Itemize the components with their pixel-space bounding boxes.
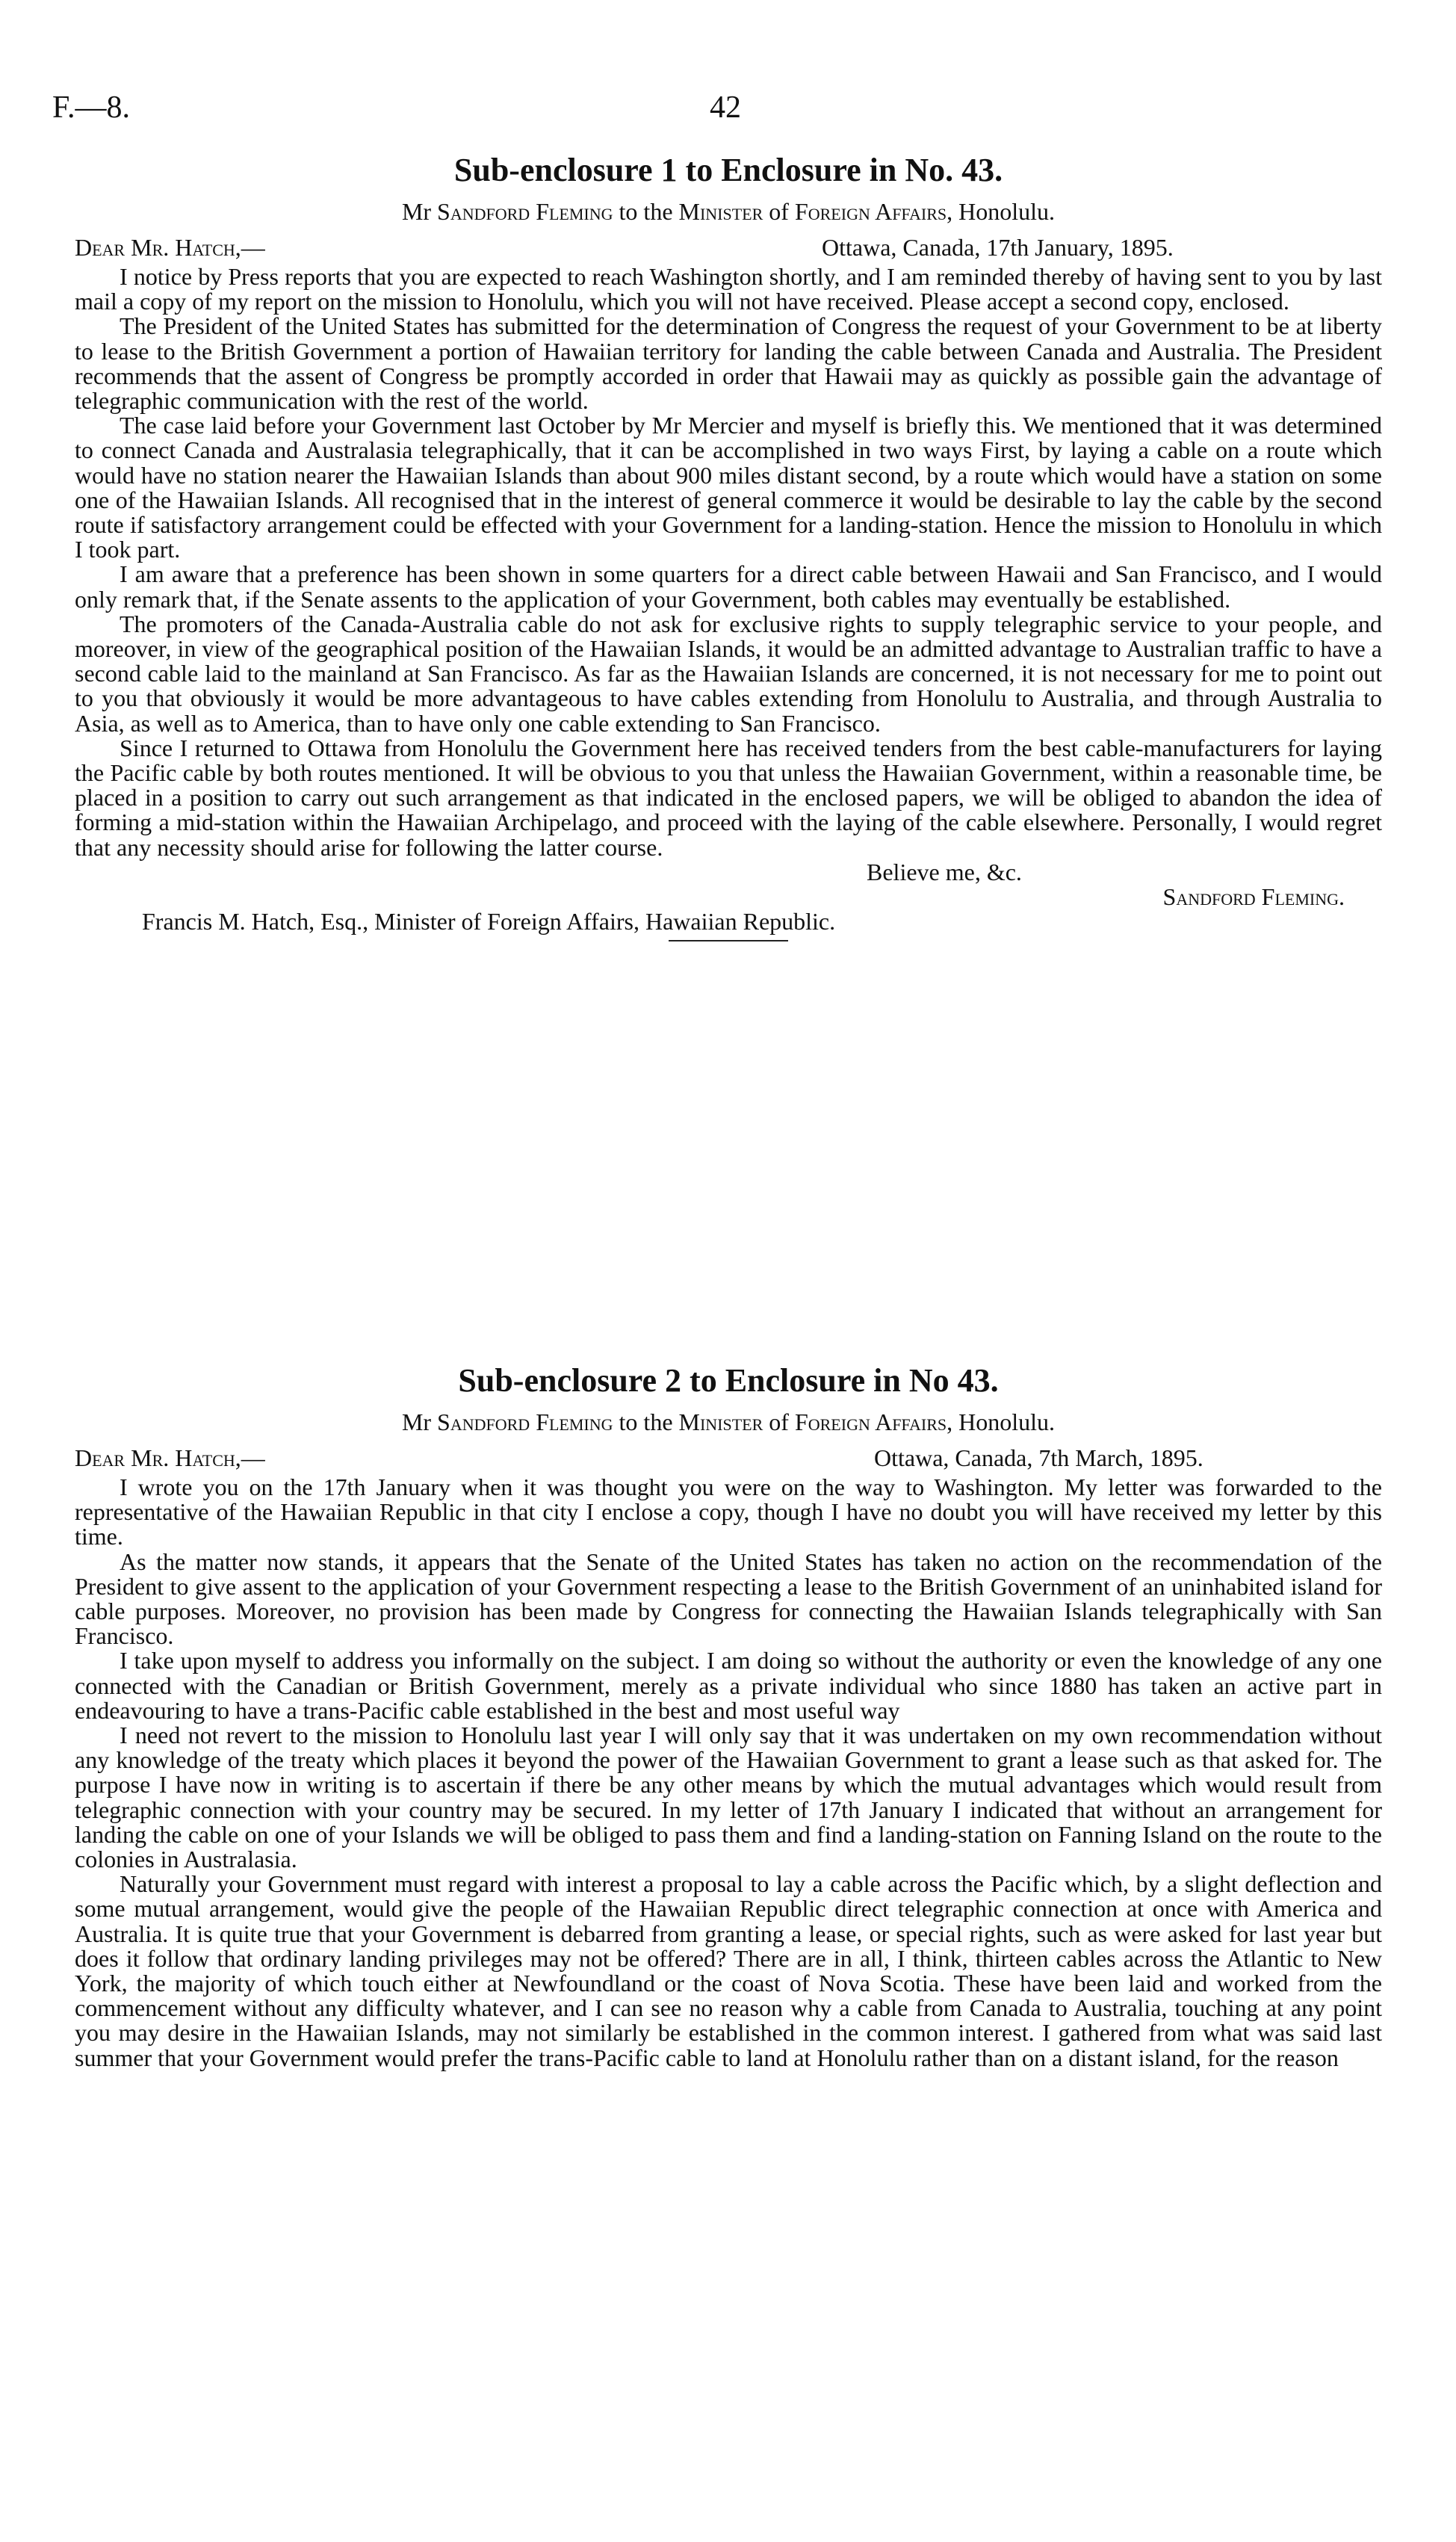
salutation: Dear Mr. Hatch,— [75, 234, 265, 261]
sub-enclosure-1-title: Sub-enclosure 1 to Enclosure in No. 43. [453, 152, 1003, 188]
signature: Sandford Fleming. [1162, 883, 1345, 911]
sub-enclosure-2-subtitle [75, 1406, 1382, 1438]
subtitle-of: of [769, 1408, 789, 1435]
paragraph: The case laid before your Government last October by Mr Mercier and myself is briefly this. We mentioned that it was determined to connect Canada and Australasia telegraphically, that it can be accomplished in two ways First, by laying a cable on a route which would have no station nearer the Hawaiian Islands than about 900 miles distant second, by a route which would have a station on some one of the Hawaiian Islands. All recognised that in the interest of general commerce it would be desirable to lay the cable by the second route if satisfactory arrangement could be effected with your Government for a landing-station. Hence the mission to Honolulu in which I took part. [75, 412, 1382, 563]
paragraph: The President of the United States has submitted for the determination of Congress the request of your Government to be at liberty to lease to the British Government a portion of Hawaiian territory for landing the cable between Canada and Australia. The President recommends that the assent of Congress be promptly accorded in order that Hawaii may as quickly as possible gain the advantage of telegraphic communication with the rest of the world. [75, 312, 1382, 415]
subtitle-minister: Minister [678, 1408, 763, 1435]
document-reference: F.—8. [52, 90, 130, 125]
subtitle-to: to the [619, 198, 673, 225]
subtitle-mr: Mr [401, 1408, 432, 1435]
subtitle-place: , Honolulu. [947, 1408, 1056, 1435]
letter-date: Ottawa, Canada, 17th January, 1895. [822, 234, 1174, 261]
subtitle-sender: Sandford Fleming [437, 1408, 613, 1435]
page-header [52, 90, 1404, 134]
subtitle-sender: Sandford Fleming [437, 198, 613, 225]
sub-enclosure-2 [75, 1360, 1382, 2071]
page-number: 42 [710, 90, 741, 125]
subtitle-to: to the [619, 1408, 673, 1435]
paragraph: I take upon myself to address you informally on the subject. I am doing so without the authority or even the knowledge of any one connected with the Canadian or British Government, merely as a private individual who since 1880 has taken an active part in endeavouring to have a trans-Pacific cable established in the best and most useful way [75, 1647, 1382, 1724]
closing: Believe me, &c. [867, 858, 1022, 885]
subtitle-place: , Honolulu. [947, 198, 1056, 225]
salutation: Dear Mr. Hatch,— [75, 1444, 265, 1471]
paragraph: I wrote you on the 17th January when it was thought you were on the way to Washington. My letter was forwarded to the representative of the Hawaiian Republic in that city I enclose a copy, though I have no doubt you will have received my letter by this time. [75, 1473, 1382, 1550]
salutation-row [75, 1441, 1382, 1475]
subtitle-foreign-affairs: Foreign Affairs [794, 1408, 947, 1435]
paragraph: Since I returned to Ottawa from Honolulu the Government here has received tenders from the best cable-manufacturers for laying the Pacific cable by both routes mentioned. It will be obvious to you that unless the Hawaiian Government, within a reasonable time, be placed in a position to carry out such arrangement as that indicated in the enclosed papers, we will be obliged to abandon the idea of forming a mid-station within the Hawaiian Archipelago, and proceed with the laying of the cable elsewhere. Personally, I would regret that any necessity should arise for following the latter course. [75, 734, 1382, 861]
paragraph: As the matter now stands, it appears that the Senate of the United States has taken no action on the recommendation of the President to give assent to the application of your Government respecting a lease to the British Government of an uninhabited island for cable purposes. Moreover, no provision has been made by Congress for connecting the Hawaiian Islands telegraphically with San Francisco. [75, 1547, 1382, 1650]
subtitle-foreign-affairs: Foreign Affairs [794, 198, 947, 225]
letter-date: Ottawa, Canada, 7th March, 1895. [874, 1444, 1203, 1471]
paragraph: I notice by Press reports that you are expected to reach Washington shortly, and I am reminded thereby of having sent to you by last mail a copy of my report on the mission to Honolulu, which you will not have received. Please accept a second copy, enclosed. [75, 263, 1382, 315]
sub-enclosure-1 [75, 149, 1382, 949]
addressee: Francis M. Hatch, Esq., Minister of Foreign Affairs, Hawaiian Republic. [142, 908, 836, 936]
paragraph: I am aware that a preference has been shown in some quarters for a direct cable between Hawaii and San Francisco, and I would only remark that, if the Senate assents to the application of your Government, both cables may eventually be established. [75, 560, 1382, 613]
paragraph: I need not revert to the mission to Honolulu last year I will only say that it was undertaken on my own recommendation without any knowledge of the treaty which places it beyond the power of the Hawaiian Government to grant a lease such as that asked for. The purpose I have now in writing is to ascertain if there be any other means by which the mutual advantages which would result from telegraphic connection with your country may be secured. In my letter of 17th January I indicated that without an arrangement for landing the cable on one of your Islands we will be obliged to pass them and find a landing-station on Fanning Island on the route to the colonies in Australasia. [75, 1722, 1382, 1873]
subtitle-of: of [769, 198, 789, 225]
sub-enclosure-1-subtitle [75, 196, 1382, 227]
section-divider [669, 940, 788, 941]
subtitle-mr: Mr [401, 198, 432, 225]
paragraph: The promoters of the Canada-Australia cable do not ask for exclusive rights to supply telegraphic service to your people, and moreover, in view of the geographical position of the Hawaiian Islands, it would be an admitted advantage to Australian traffic to have a second cable laid to the mainland at San Francisco. As far as the Hawaiian Islands are concerned, it is not necessary for me to point out to you that obviously it would be more advantageous to have cables extending from Honolulu to Australia, and through Australia to Asia, as well as to America, than to have only one cable extending to San Francisco. [75, 610, 1382, 737]
salutation-row [75, 230, 1382, 265]
sub-enclosure-2-title: Sub-enclosure 2 to Enclosure in No 43. [458, 1362, 999, 1399]
subtitle-minister: Minister [678, 198, 763, 225]
paragraph: Naturally your Government must regard with interest a proposal to lay a cable across the Pacific which, by a slight deflection and some mutual arrangement, would give the people of the Hawaiian Republic direct telegraphic connection at once with America and Australia. It is quite true that your Government is debarred from granting a lease, or special rights, such as were asked for last year but does it follow that ordinary landing privileges may not be offered? There are in all, I think, thirteen cables across the Atlantic to New York, the majority of which touch either at Newfoundland or the coast of Nova Scotia. These have been laid and worked from the commencement without any difficulty whatever, and I can see no reason why a cable from Canada to Australia, touching at any point you may desire in the Hawaiian Islands, may not similarly be established in the common interest. I gathered from what was said last summer that your Government would prefer the trans-Pacific cable to land at Honolulu rather than on a distant island, for the reason [75, 1870, 1382, 2071]
